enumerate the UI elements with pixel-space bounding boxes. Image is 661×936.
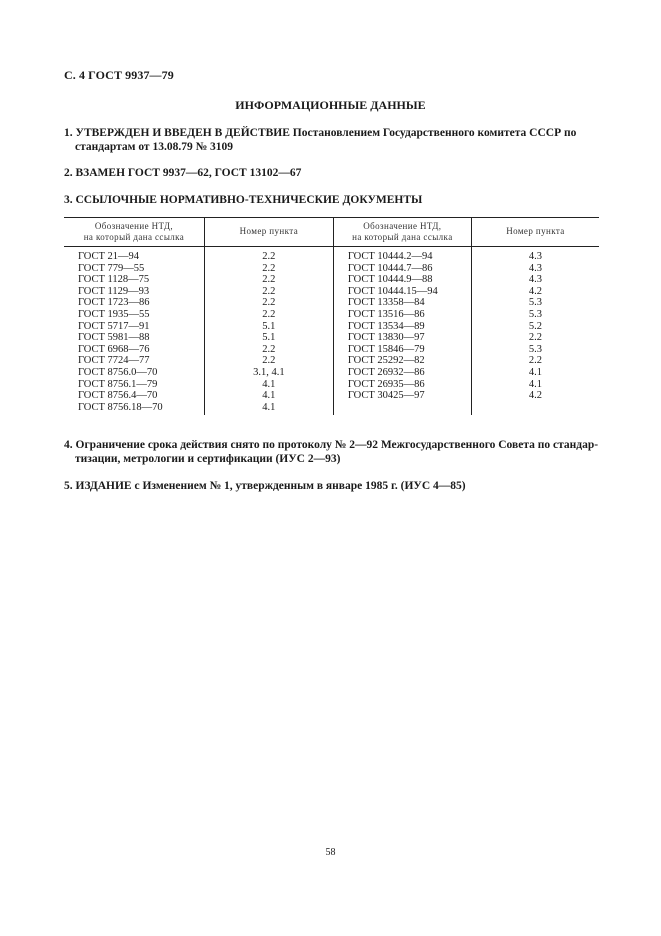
table-cell-doc: ГОСТ 13830—97 (347, 332, 425, 344)
table-cell-doc: ГОСТ 1128—75 (78, 274, 150, 286)
header-line: Обозначение НТД, (363, 220, 442, 231)
item-references-heading: 3. ССЫЛОЧНЫЕ НОРМАТИВНО-ТЕХНИЧЕСКИЕ ДОКУМЕНТЫ (64, 194, 423, 206)
item-validity-continuation: тизации, метрологии и сертификации (ИУС 2—93) (75, 453, 341, 465)
header-item-left (204, 218, 333, 247)
table-cell-doc: ГОСТ 1935—55 (78, 308, 150, 320)
table-cell-item: 4.2 (528, 390, 543, 402)
item-approved-lead: 1. УТВЕРЖДЕН И ВВЕДЕН В ДЕЙСТВИЕ (64, 127, 290, 139)
column-right-docs (333, 247, 471, 416)
table-cell-doc: ГОСТ 779—55 (78, 262, 145, 274)
table-cell-item: 4.1 (262, 401, 276, 413)
table-cell-item: 2.2 (262, 274, 276, 286)
table-cell-doc: ГОСТ 26932—86 (347, 366, 425, 378)
table-cell-item: 5.3 (528, 297, 543, 309)
table-cell-doc: ГОСТ 7724—77 (78, 355, 150, 367)
table-cell-doc: ГОСТ 8756.18—70 (78, 401, 163, 413)
header-item-right (471, 218, 599, 247)
table-cell-item: 2.2 (262, 343, 276, 355)
table-cell-item: 2.2 (262, 262, 276, 274)
table-cell-doc: ГОСТ 25292—82 (347, 355, 425, 367)
table-cell-item: 2.2 (262, 285, 276, 297)
header-doc-left (64, 218, 204, 247)
table-cell-item: 5.2 (528, 320, 543, 332)
table-cell-doc: ГОСТ 10444.7—86 (347, 262, 433, 274)
table-cell-doc: ГОСТ 5717—91 (78, 320, 150, 332)
table-cell-item: 4.1 (262, 378, 276, 390)
item-approved-continuation: стандартам от 13.08.79 № 3109 (75, 141, 234, 153)
table-cell-doc: ГОСТ 8756.4—70 (78, 390, 158, 402)
references-table (64, 217, 599, 415)
item-edition-text: 5. ИЗДАНИЕ с Изменением № 1, утвержденным в январе 1985 г. (ИУС 4—85) (64, 480, 466, 492)
table-cell-item: 5.3 (528, 308, 543, 320)
table-cell-item: 4.3 (528, 262, 543, 274)
header-doc-right (333, 218, 471, 247)
table-cell-doc: ГОСТ 26935—86 (347, 378, 425, 390)
table-cell-doc: ГОСТ 21—94 (78, 251, 140, 262)
table-header-row (64, 218, 599, 247)
page-number: 58 (325, 847, 336, 858)
table-cell-doc: ГОСТ 30425—97 (347, 390, 425, 402)
table-cell-item: 5.1 (262, 320, 276, 332)
header-line: на который дана ссылка (83, 232, 185, 242)
item-validity (64, 438, 609, 466)
header-line: Номер пункта (239, 226, 299, 237)
table-cell-item: 4.1 (528, 366, 543, 378)
item-replaces: 2. ВЗАМЕН ГОСТ 9937—62, ГОСТ 13102—67 (64, 167, 302, 179)
table-cell-item: 4.1 (262, 390, 276, 402)
table-body-row (64, 247, 599, 416)
header-line: Обозначение НТД, (94, 220, 174, 231)
column-left-docs (64, 247, 204, 416)
table-cell-doc: ГОСТ 13516—86 (347, 308, 425, 320)
header-line: на который дана ссылка (352, 232, 453, 242)
table-cell-doc: ГОСТ 6968—76 (78, 343, 150, 355)
table-cell-doc: ГОСТ 8756.1—79 (78, 378, 158, 390)
item-approved (64, 126, 609, 154)
table-cell-item: 2.2 (262, 308, 276, 320)
table-cell-doc: ГОСТ 13358—84 (347, 297, 425, 309)
page-header: С. 4 ГОСТ 9937—79 (64, 68, 174, 82)
table-cell-item: 4.1 (528, 378, 543, 390)
table-cell-item: 5.3 (528, 343, 543, 355)
table-cell-item: 2.2 (262, 297, 276, 309)
item-validity-line: 4. Ограничение срока действия снято по протоколу № 2—92 Межгосударственного Совета по стандар- (64, 439, 599, 451)
table-cell-doc: ГОСТ 1129—93 (78, 285, 150, 297)
table-cell-doc: ГОСТ 10444.2—94 (347, 251, 433, 262)
table-cell-doc: ГОСТ 13534—89 (347, 320, 425, 332)
table-cell-item: 2.2 (262, 251, 276, 262)
table-cell-doc: ГОСТ 5981—88 (78, 332, 150, 344)
table-cell-item: 5.1 (262, 332, 276, 344)
table-cell-doc: ГОСТ 1723—86 (78, 297, 150, 309)
table-cell-item: 2.2 (262, 355, 276, 367)
table-cell-doc: ГОСТ 10444.9—88 (347, 274, 433, 286)
column-right-items (471, 247, 599, 416)
table-cell-item: 4.3 (528, 251, 543, 262)
table-cell-item: 3.1, 4.1 (253, 366, 285, 378)
header-line: Номер пункта (506, 226, 565, 237)
table-cell-doc: ГОСТ 10444.15—94 (347, 285, 438, 297)
column-left-items (204, 247, 333, 416)
table-cell-item: 4.2 (528, 285, 543, 297)
table-cell-item: 2.2 (528, 355, 543, 367)
item-approved-text: Постановлением Государственного комитета СССР по (289, 127, 577, 139)
item-edition (64, 479, 609, 493)
table-cell-doc: ГОСТ 8756.0—70 (78, 366, 158, 378)
table-cell-doc: ГОСТ 15846—79 (347, 343, 425, 355)
table-cell-item: 2.2 (528, 332, 543, 344)
table-cell-item: 4.3 (528, 274, 543, 286)
section-title: ИНФОРМАЦИОННЫЕ ДАННЫЕ (235, 98, 426, 112)
